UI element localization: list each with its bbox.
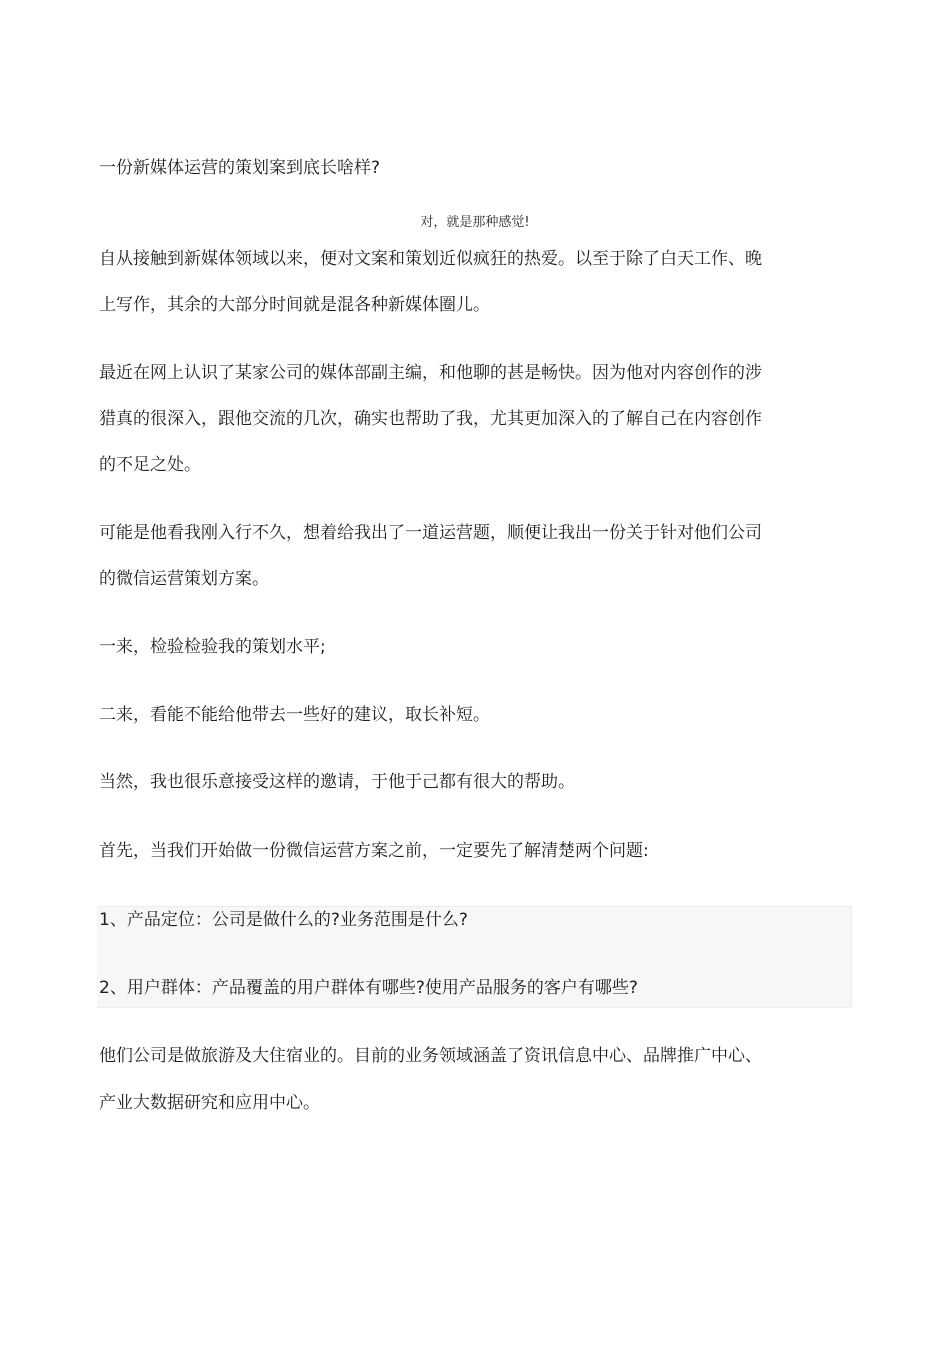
paragraph-line: 最近在网上认识了某家公司的媒体部副主编，和他聊的甚是畅快。因为他对内容创作的涉 (99, 363, 762, 383)
image-caption: 对，就是那种感觉! (420, 215, 530, 230)
paragraph-line: 他们公司是做旅游及大住宿业的。目前的业务领域涵盖了资讯信息中心、品牌推广中心、 (99, 1046, 762, 1066)
paragraph-line: 首先，当我们开始做一份微信运营方案之前，一定要先了解清楚两个问题: (99, 841, 649, 861)
question-item: 2、用户群体：产品覆盖的用户群体有哪些?使用产品服务的客户有哪些? (99, 978, 638, 998)
paragraph-line: 一来，检验检验我的策划水平; (99, 637, 326, 657)
paragraph-line: 的不足之处。 (99, 455, 201, 475)
paragraph-line: 可能是他看我刚入行不久，想着给我出了一道运营题，顺便让我出一份关于针对他们公司 (99, 523, 762, 543)
paragraph-line: 自从接触到新媒体领域以来，便对文案和策划近似疯狂的热爱。以至于除了白天工作、晚 (99, 249, 762, 269)
question-item: 1、产品定位：公司是做什么的?业务范围是什么? (99, 910, 468, 930)
paragraph-line: 二来，看能不能给他带去一些好的建议，取长补短。 (99, 705, 490, 725)
paragraph-line: 上写作，其余的大部分时间就是混各种新媒体圈儿。 (99, 295, 490, 315)
paragraph-line: 猎真的很深入，跟他交流的几次，确实也帮助了我，尤其更加深入的了解自己在内容创作 (99, 409, 762, 429)
paragraph-line: 的微信运营策划方案。 (99, 569, 269, 589)
paragraph-line: 产业大数据研究和应用中心。 (99, 1093, 320, 1113)
paragraph-line: 当然，我也很乐意接受这样的邀请，于他于己都有很大的帮助。 (99, 772, 575, 792)
questions-block (97, 906, 852, 1008)
document-title: 一份新媒体运营的策划案到底长啥样? (99, 158, 381, 178)
